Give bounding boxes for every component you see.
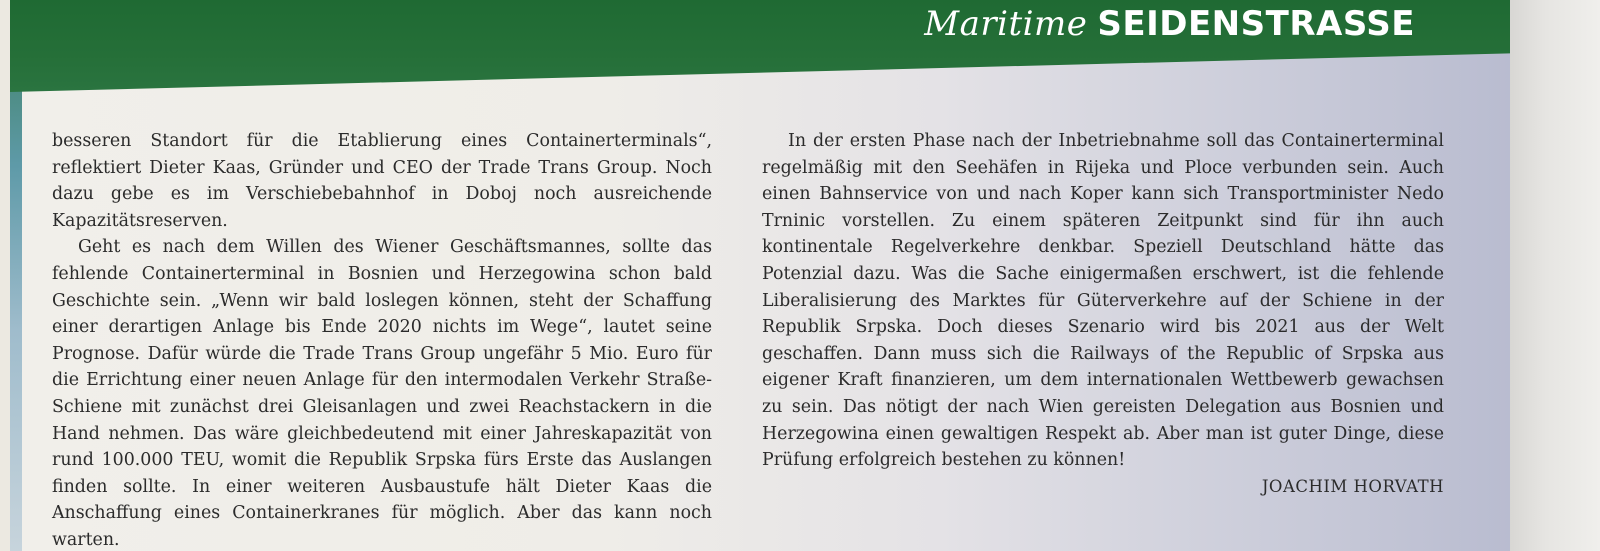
paragraph: In der ersten Phase nach der Inbetriebnahme soll das Containerterminal regelmäßig mit den Seehäfen in Rijeka und Ploce verbunden sein. Auch einen Bahnservice von und nach Koper kann sich Transportminister Nedo Trninic vorstellen. Zu einem späteren Zeitpunkt sind für ihn auch kontinentale Regelverkehre denkbar. Speziell Deutschland hätte das Potenzial dazu. Was die Sache einigermaßen erschwert, ist die fehlende Liberalisierung des Marktes für Güterverkehre auf der Schiene in der Republik Srpska. Doch dieses Szenario wird bis 2021 aus der Welt geschaffen. Dann muss sich die Railways of the Republic of Srpska aus eigener Kraft finanzieren, um dem internationalen Wettbewerb gewachsen zu sein. Das nötigt der nach Wien gereisten Delegation aus Bosnien und Herzegowina einen gewaltigen Respekt ab. Aber man ist guter Dinge, diese Prüfung erfolgreich bestehen zu können! bbox=[762, 131, 1444, 471]
section-title-script: Maritime bbox=[924, 4, 1088, 44]
article-column-right bbox=[762, 128, 1444, 500]
author-byline: JOACHIM HORVATH bbox=[1261, 476, 1444, 496]
section-title bbox=[924, 2, 1415, 52]
background-surface bbox=[1510, 0, 1600, 551]
paragraph: Geht es nach dem Willen des Wiener Geschäftsmannes, sollte das fehlende Containerterminal in Bosnien und Herzegowina schon bald Geschichte sein. „Wenn wir bald loslegen können, steht der Schaffung einer derartigen Anlage bis Ende 2020 nichts im Wege“, lautet seine Prognose. Dafür würde die Trade Trans Group ungefähr 5 Mio. Euro für die Errichtung einer neuen Anlage für den intermodalen Verkehr Straße-Schiene mit zunächst drei Gleisanlagen und zwei Reachstackern in die Hand nehmen. Das wäre gleichbedeutend mit einer Jahreskapazität von rund 100.000 TEU, womit die Republik Srpska fürs Erste das Auslangen finden sollte. In einer weiteren Ausbaustufe hält Dieter Kaas die Anschaffung eines Containerkranes für möglich. Aber das kann noch warten. bbox=[52, 237, 712, 550]
section-title-caps: SEIDENSTRASSE bbox=[1097, 4, 1415, 44]
paragraph: besseren Standort für die Etablierung eines Containerterminals“, reflektiert Dieter Kaas, Gründer und CEO der Trade Trans Group. Noch dazu gebe es im Verschiebebahnhof in Doboj noch ausreichende Kapazitätsreserven. bbox=[52, 131, 712, 231]
magazine-page bbox=[10, 0, 1510, 551]
article-column-left bbox=[52, 128, 712, 551]
